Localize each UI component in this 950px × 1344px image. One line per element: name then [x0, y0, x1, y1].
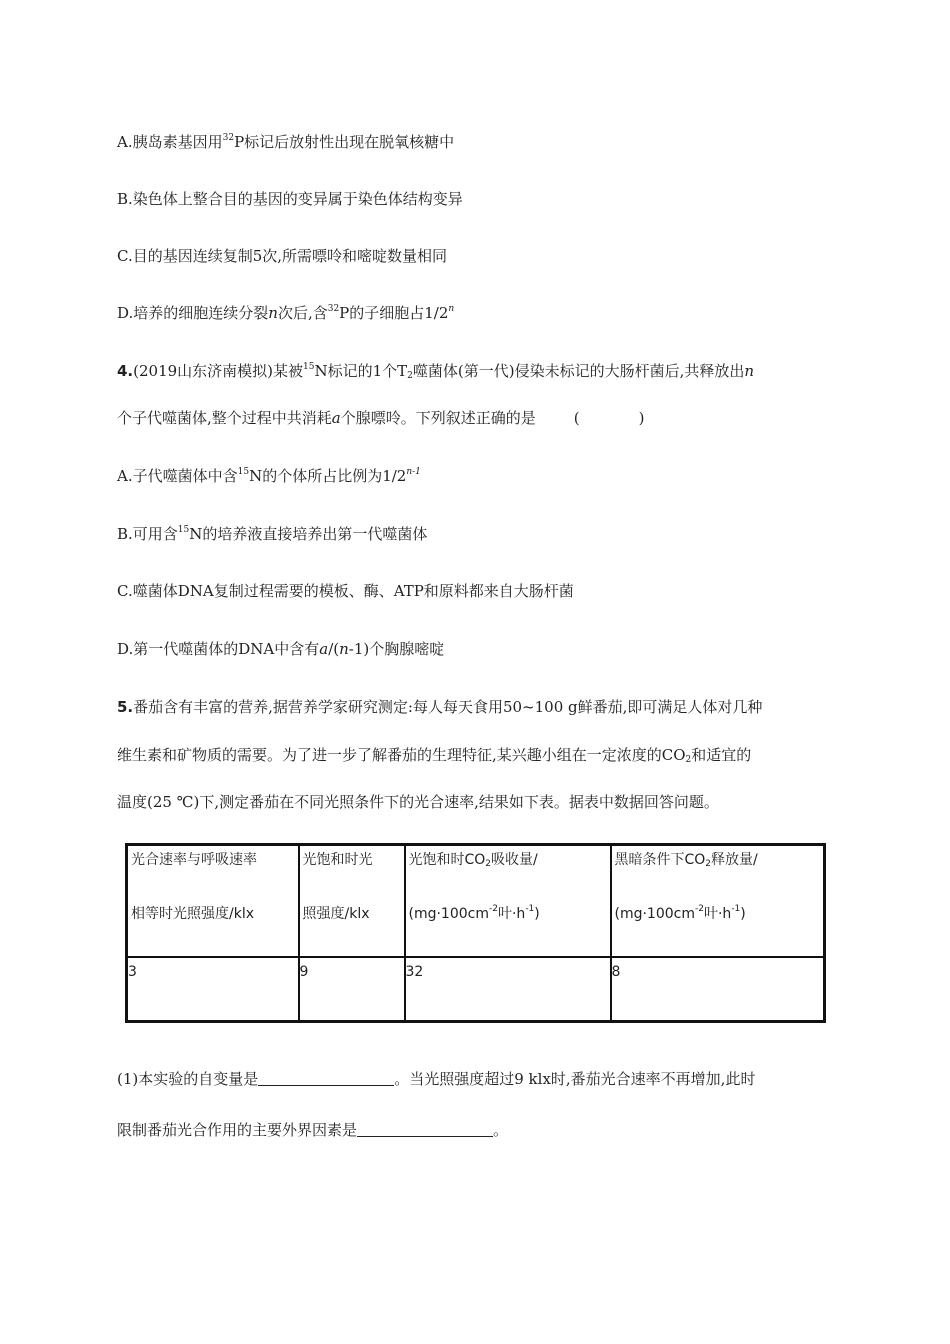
- question-number: 4.: [117, 362, 134, 380]
- table-cell: 3: [127, 957, 299, 1022]
- q5-stem-line2: 维生素和矿物质的需要。为了进一步了解番茄的生理特征,某兴趣小组在一定浓度的$CO_2$和适宜的: [117, 746, 752, 765]
- q3-option-d: D.培养的细胞连续分裂n次后,含$^{32}$P的子细胞占1/2$^n$: [117, 304, 455, 322]
- table-header-row: [127, 845, 825, 958]
- q4-option-a: A.子代噬菌体中含$^{15}$N的个体所占比例为1/2$^{n-1}$: [117, 467, 421, 485]
- q4-stem-line2: 个子代噬菌体,整个过程中共消耗a个腺嘌呤。下列叙述正确的是 ( ): [117, 409, 667, 427]
- table-cell: 8: [611, 957, 825, 1022]
- q3-option-a: A.胰岛素基因用$^{32}$P标记后放射性出现在脱氧核糖中: [117, 133, 455, 151]
- question-number: 5.: [117, 698, 134, 716]
- table-header-cell: 光饱和时光 照强度/klx: [299, 845, 405, 958]
- q4-stem-line1: 4.(2019山东济南模拟)某被$^{15}$N标记的1个$T_2$噬菌体(第一代)侵染未标记的大肠杆菌后,共释放出n: [117, 362, 755, 381]
- table-cell: 9: [299, 957, 405, 1022]
- data-table: [125, 843, 826, 1023]
- q4-option-c: C.噬菌体DNA复制过程需要的模板、酶、ATP和原料都来自大肠杆菌: [117, 582, 574, 600]
- answer-blank[interactable]: [258, 1071, 394, 1086]
- table-cell: 32: [405, 957, 611, 1022]
- q4-option-b: B.可用含$^{15}$N的培养液直接培养出第一代噬菌体: [117, 525, 428, 543]
- q3-option-c: C.目的基因连续复制5次,所需嘌呤和嘧啶数量相同: [117, 247, 448, 265]
- answer-paren: ( ): [573, 409, 667, 427]
- table-header-cell: 黑暗条件下$CO_2$释放量/ ($mg\cdot 100cm^{-2}$叶$\cdot h^{-1}$): [611, 845, 825, 958]
- table-header-cell: 光饱和时$CO_2$吸收量/ ($mg\cdot 100cm^{-2}$叶$\cdot h^{-1}$): [405, 845, 611, 958]
- q5-sub1-line1: (1)本实验的自变量是 。当光照强度超过9 klx时,番茄光合速率不再增加,此时: [117, 1070, 756, 1088]
- table-header-cell: 光合速率与呼吸速率 相等时光照强度/klx: [127, 845, 299, 958]
- answer-blank[interactable]: [357, 1122, 493, 1137]
- q4-option-d: D.第一代噬菌体的DNA中含有a/(n-1)个胸腺嘧啶: [117, 640, 445, 658]
- table-row: [127, 957, 825, 1022]
- q5-sub1-line2: 限制番茄光合作用的主要外界因素是 。: [117, 1121, 509, 1139]
- q3-option-b: B.染色体上整合目的基因的变异属于染色体结构变异: [117, 190, 463, 208]
- q5-stem-line3: 温度(25 ℃)下,测定番茄在不同光照条件下的光合速率,结果如下表。据表中数据回答问题。: [117, 793, 719, 811]
- q5-stem-line1: 5.番茄含有丰富的营养,据营养学家研究测定:每人每天食用50~100 g鲜番茄,即可满足人体对几种: [117, 698, 763, 716]
